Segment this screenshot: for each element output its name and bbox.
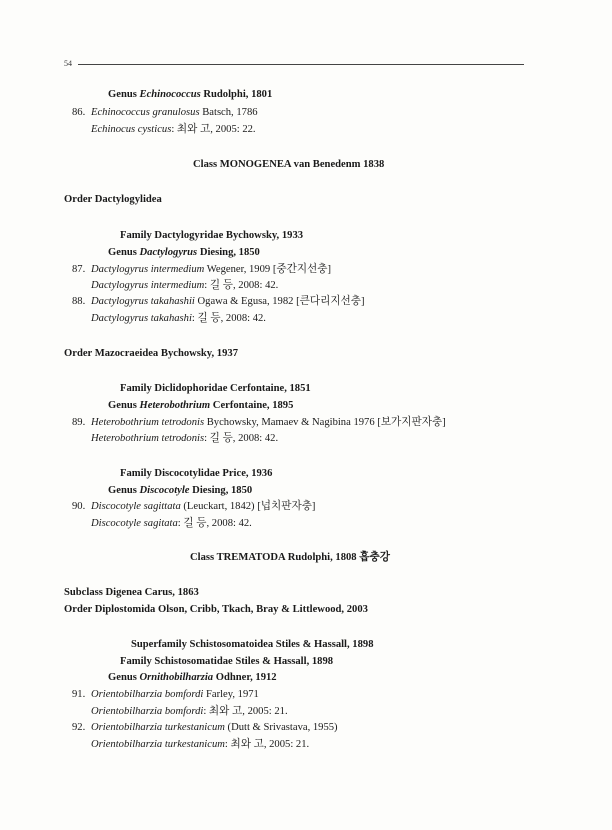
species-entry-91: 91. Orientobilharzia bomfordi Farley, 1971: [72, 689, 259, 700]
page-number: 54: [64, 59, 72, 68]
order-diplostomida-heading: Order Diplostomida Olson, Cribb, Tkach, Bray & Littlewood, 2003: [64, 604, 368, 615]
species-entry-90: 90. Discocotyle sagittata (Leuckart, 1842) [넙치판자충]: [72, 501, 316, 512]
species-entry-89: 89. Heterobothrium tetrodonis Bychowsky, Mamaev & Nagibina 1976 [보가지판자충]: [72, 417, 446, 428]
synonym-entry-91: Orientobilharzia bomfordi: 최와 고, 2005: 21.: [91, 706, 288, 717]
family-diclidophoridae-heading: Family Diclidophoridae Cerfontaine, 1851: [120, 383, 311, 394]
synonym-entry-90: Discocotyle sagitata: 길 등, 2008: 42.: [91, 518, 252, 529]
species-entry-88: 88. Dactylogyrus takahashii Ogawa & Egusa, 1982 [큰다리지선충]: [72, 296, 365, 307]
synonym-entry-89: Heterobothrium tetrodonis: 길 등, 2008: 42.: [91, 433, 279, 444]
species-entry-86: 86. Echinococcus granulosus Batsch, 1786: [72, 107, 258, 118]
species-entry-92: 92. Orientobilharzia turkestanicum (Dutt & Srivastava, 1955): [72, 722, 338, 733]
species-entry-87: 87. Dactylogyrus intermedium Wegener, 1909 [중간지선충]: [72, 264, 332, 275]
synonym-entry-87: Dactylogyrus intermedium: 길 등, 2008: 42.: [91, 280, 279, 291]
synonym-entry-88: Dactylogyrus takahashi: 길 등, 2008: 42.: [91, 313, 266, 324]
genus-discocotyle: Genus Discocotyle Diesing, 1850: [108, 485, 253, 496]
class-monogenea-heading: Class MONOGENEA van Benedenm 1838: [193, 159, 385, 170]
genus-ornithobilharzia: Genus Ornithobilharzia Odhner, 1912: [108, 672, 277, 683]
subclass-digenea-heading: Subclass Digenea Carus, 1863: [64, 587, 199, 598]
family-dactylogyridae-heading: Family Dactylogyridae Bychowsky, 1933: [120, 230, 304, 241]
genus-echinococcus: Genus Echinococcus Rudolphi, 1801: [108, 89, 273, 100]
synonym-entry-86: Echinocus cysticus: 최와 고, 2005: 22.: [91, 124, 256, 135]
synonym-entry-92: Orientobilharzia turkestanicum: 최와 고, 2005: 21.: [91, 739, 310, 750]
genus-dactylogyrus: Genus Dactylogyrus Diesing, 1850: [108, 247, 260, 258]
family-discocotylidae-heading: Family Discocotylidae Price, 1936: [120, 468, 273, 479]
header-rule: [78, 64, 524, 65]
order-dactylogylidea-heading: Order Dactylogylidea: [64, 194, 162, 205]
class-trematoda-heading: Class TREMATODA Rudolphi, 1808 흡충강: [190, 552, 390, 563]
genus-heterobothrium: Genus Heterobothrium Cerfontaine, 1895: [108, 400, 294, 411]
superfamily-schistosomatoidea-heading: Superfamily Schistosomatoidea Stiles & Hassall, 1898: [131, 639, 374, 650]
family-schistosomatidae-heading: Family Schistosomatidae Stiles & Hassall, 1898: [120, 656, 334, 667]
order-mazocraeidea-heading: Order Mazocraeidea Bychowsky, 1937: [64, 348, 238, 359]
